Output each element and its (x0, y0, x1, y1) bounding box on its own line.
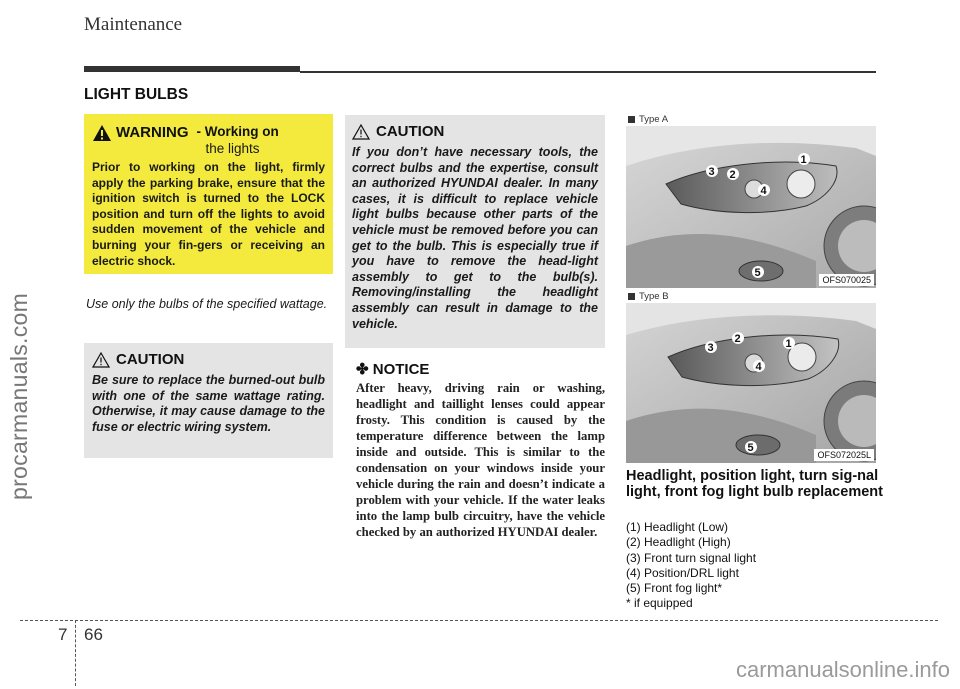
list-item: (4) Position/DRL light (626, 565, 739, 580)
warning-triangle-icon (92, 124, 112, 142)
callout-5: 5 (747, 442, 754, 454)
headlight-photo-type-a (626, 126, 876, 288)
caution-box-1 (84, 343, 333, 458)
caution-body-2: If you don’t have necessary tools, the correct bulbs and the expertise, consult an authorized HYUNDAI dealer. In many cases, it is difficult to replace vehicle light bulbs because other parts of the vehicle must be removed before you can get to the bulb. This is especially true if you have to remove the head-light assembly to get to the bulb(s). Removing/installing the headlight assembly can result in damage to the vehicle. (352, 145, 598, 331)
callout-2: 2 (729, 169, 736, 181)
bottom-watermark: carmanualsonline.info (735, 657, 950, 682)
caution-header-1 (92, 351, 325, 368)
notice-title-text: NOTICE (372, 361, 430, 378)
headlight-illustration-a (626, 126, 876, 288)
warning-header (92, 124, 325, 142)
page-number: 66 (84, 625, 103, 644)
figure-b-code: OFS072025L (814, 449, 874, 461)
list-item: (2) Headlight (High) (626, 535, 731, 550)
chapter-number: 7 (58, 625, 68, 644)
notice-symbol-icon: ✤ (356, 361, 369, 378)
figure-a-label-text: Type A (639, 114, 669, 125)
side-watermark: procarmanuals.com (6, 292, 32, 500)
bulb-list (626, 520, 756, 612)
headlight-illustration-b (626, 303, 876, 463)
caution-box-2 (345, 115, 605, 348)
caution-body-1: Be sure to replace the burned-out bulb with one of the same wattage rating. Otherwise, it may cause damage to the fuse or electric wiring system. (92, 373, 325, 434)
caution-triangle-icon (92, 352, 110, 368)
figure-a-label (628, 114, 668, 125)
figure-b-label-text: Type B (639, 291, 669, 302)
callout-3: 3 (707, 342, 714, 354)
callout-4: 4 (755, 361, 762, 373)
header-rule-thin (300, 71, 876, 73)
list-item: (3) Front turn signal light (626, 550, 757, 565)
bullet-square-icon (628, 293, 635, 300)
callout-4: 4 (760, 185, 767, 197)
figure-b-label (628, 291, 669, 302)
caution-header-2 (352, 123, 598, 140)
headlight-photo-type-b (626, 303, 876, 463)
callout-5: 5 (754, 267, 761, 279)
callout-2: 2 (734, 333, 741, 345)
warning-subtitle: - Working on (196, 124, 279, 139)
footer-rule (20, 620, 938, 621)
list-footnote: * if equipped (626, 596, 693, 611)
notice-body: After heavy, driving rain or washing, headlight and taillight lenses could appear frosty. This condition is caused by the temperature difference between the lamp inside and outside. This is similar to the condensation on your windows inside your vehicle during the rain and doesn’t indicate a problem with your vehicle. If the water leaks into the lamp bulb circuitry, have the vehicle checked by an authorized HYUNDAI dealer. (356, 381, 605, 539)
callout-1: 1 (800, 154, 807, 166)
page-heading: LIGHT BULBS (84, 86, 189, 103)
caution-title-1: CAUTION (116, 351, 185, 368)
warning-body: Prior to working on the light, firmly apply the parking brake, ensure that the ignition switch is turned to the LOCK position and turn off the lights to avoid sudden movement of the vehicle and burning your fin-gers or receiving an electric shock. (92, 160, 325, 268)
callout-3: 3 (708, 166, 715, 178)
bullet-square-icon (628, 116, 635, 123)
warning-title: WARNING (116, 124, 189, 141)
footer-divider (75, 620, 76, 686)
header-rule (84, 66, 300, 72)
replacement-heading: Headlight, position light, turn sig-nal light, front fog light bulb replacement (626, 468, 883, 500)
section-title: Maintenance (84, 14, 183, 35)
figure-a-code: OFS070025 (819, 274, 874, 286)
warning-box (84, 114, 333, 274)
warning-subtitle-2: the lights (205, 141, 260, 156)
caution-title-2: CAUTION (376, 123, 445, 140)
list-item: (5) Front fog light* (626, 581, 723, 596)
intro-paragraph: Use only the bulbs of the specified wattage. (86, 297, 328, 311)
caution-triangle-icon (352, 124, 370, 140)
list-item: (1) Headlight (Low) (626, 520, 729, 534)
notice-title (356, 360, 429, 378)
callout-1: 1 (785, 338, 792, 350)
